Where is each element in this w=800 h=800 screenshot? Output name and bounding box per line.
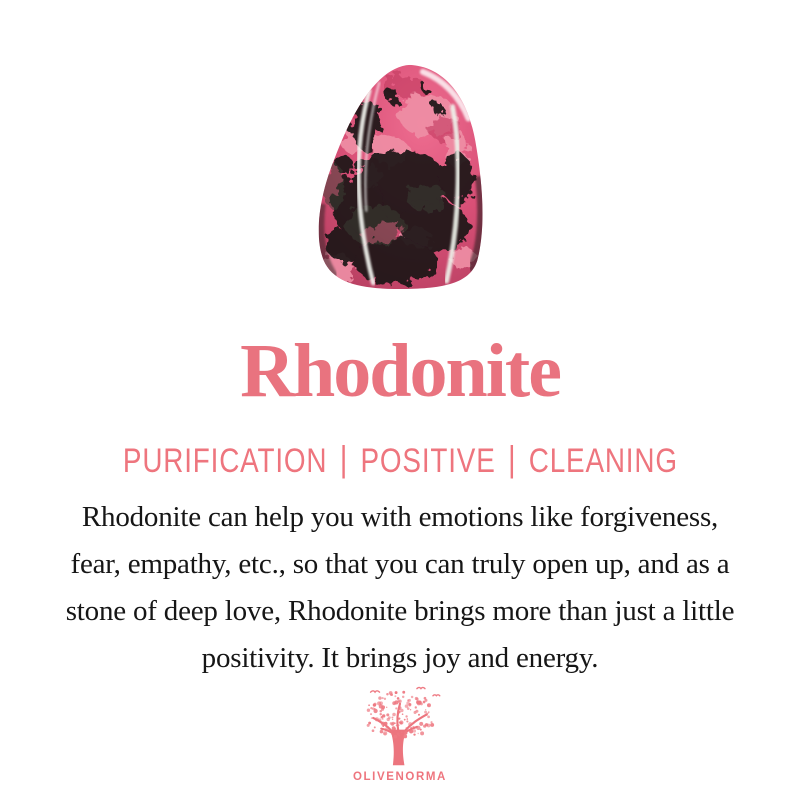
bird-icons — [371, 687, 440, 695]
tree-logo-icon — [350, 685, 450, 767]
description-line: positivity. It brings joy and energy. — [201, 642, 599, 674]
description-line: stone of deep love, Rhodonite brings more than just a little — [65, 595, 735, 627]
page-title: Rhodonite — [240, 329, 560, 413]
description-text — [66, 494, 735, 682]
keyword-cleaning: CLEANING — [528, 442, 678, 480]
brand-name: OLIVENORMA — [353, 771, 447, 783]
description-line: Rhodonite can help you with emotions like forgiveness, — [81, 501, 719, 533]
keyword-purification: PURIFICATION — [122, 442, 328, 480]
description-line: fear, empathy, etc., so that you can truly open up, and as a — [70, 548, 730, 580]
brand-logo — [350, 685, 450, 783]
separator-bar: | — [339, 438, 348, 479]
separator-bar: | — [507, 438, 517, 479]
keyword-tags — [122, 438, 678, 480]
rhodonite-stone-image — [305, 57, 495, 295]
keyword-positive: POSITIVE — [360, 442, 496, 480]
rhodonite-stone-photo — [305, 57, 495, 295]
